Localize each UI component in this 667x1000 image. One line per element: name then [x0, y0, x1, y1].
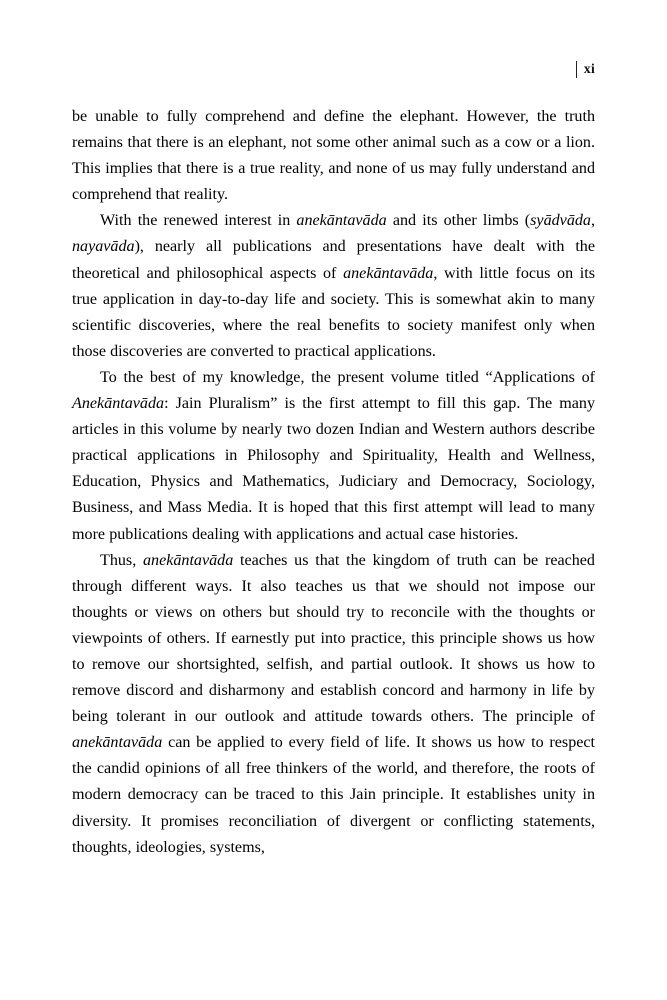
- italic-term: syādvāda: [530, 212, 591, 230]
- running-head-rule: [576, 61, 577, 78]
- paragraph-2: With the renewed interest in anekāntavāda and its other limbs (syādvāda, nayavāda), nearly all publications and presentations have dealt with the theoretical and philosophical aspects of anekāntavāda, with little focus on its true application in day-to-day life and society. This is somewhat akin to many scientific discoveries, where the real benefits to society manifest only when those discoveries are converted to practical applications.: [72, 212, 595, 360]
- page-number: xi: [583, 61, 595, 77]
- paragraph-3: To the best of my knowledge, the present volume titled “Applications of Anekāntavāda: Jain Pluralism” is the first attempt to fill this gap. The many articles in this volume by nearly two dozen Indian and Western authors describe practical applications in Philosophy and Spirituality, Health and Wellness, Education, Physics and Mathematics, Judiciary and Democracy, Sociology, Business, and Mass Media. It is hoped that this first attempt will lead to many more publications dealing with applications and actual case histories.: [72, 368, 595, 543]
- italic-term: anekāntavāda: [343, 264, 434, 282]
- italic-term: anekāntavāda: [72, 734, 163, 752]
- italic-term: nayavāda: [72, 238, 135, 256]
- body-text-block: [72, 104, 595, 861]
- paragraph-4: Thus, anekāntavāda teaches us that the kingdom of truth can be reached through different ways. It also teaches us that we should not impose our thoughts or views on others but should try to reconcile with the thoughts or viewpoints of others. If earnestly put into practice, this principle shows us how to remove our shortsighted, selfish, and partial outlook. It shows us how to remove discord and disharmony and establish concord and harmony in life by being tolerant in our outlook and attitude towards others. The principle of anekāntavāda can be applied to every field of life. It shows us how to respect the candid opinions of all free thinkers of the world, and therefore, the roots of modern democracy can be traced to this Jain principle. It establishes unity in diversity. It promises reconciliation of divergent or conflicting statements, thoughts, ideologies, systems,: [72, 551, 595, 856]
- italic-term: Anekāntavāda: [72, 395, 165, 413]
- paragraph-1: be unable to fully comprehend and define the elephant. However, the truth remains that there is an elephant, not some other animal such as a cow or a lion. This implies that there is a true reality, and none of us may fully understand and comprehend that reality.: [72, 108, 595, 204]
- italic-term: anekāntavāda: [296, 212, 387, 230]
- italic-term: anekāntavāda: [142, 551, 234, 569]
- running-head: [576, 58, 595, 80]
